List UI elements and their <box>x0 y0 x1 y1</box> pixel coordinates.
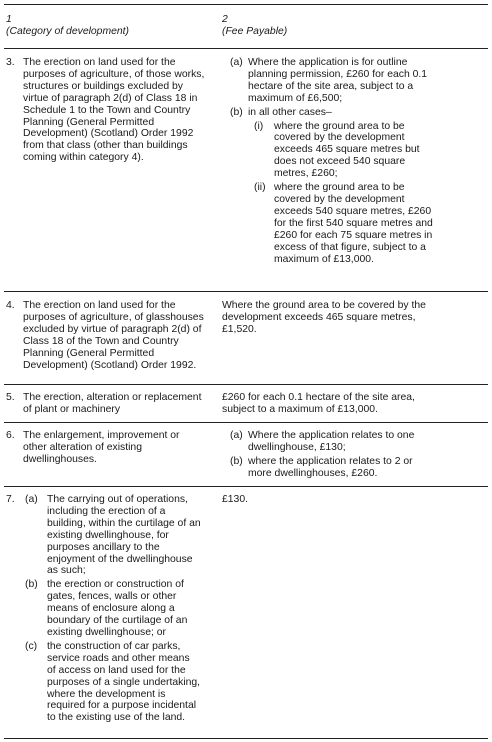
column-2-header <box>222 14 484 38</box>
fee-label: (a) <box>230 57 243 68</box>
category-number: 7. <box>6 494 15 505</box>
fee-text: Where the application is for outline planning permission, £260 for each 0.1 hectare of the site area, subject to a maximum of £6,500; <box>248 57 428 104</box>
category-subtext: The carrying out of operations, including the erection of a building, within the curtilage of an existing dwellinghouse, for purposes ancillary to the enjoyment of the dwellinghouse as such; <box>47 494 201 577</box>
fee-text: £260 for each 0.1 hectare of the site area, subject to a maximum of £13,000. <box>222 392 415 415</box>
category-5 <box>6 392 206 416</box>
category-text: The erection, alteration or replacement of plant or machinery <box>23 392 202 415</box>
fee-label: (a) <box>230 430 243 441</box>
fee-text: Where the ground area to be covered by the development exceeds 465 square metres, £1,520. <box>222 300 426 335</box>
category-subtext: the erection or construction of gates, fences, walls or other means of enclosure along a boundary of the curtilage of an existing dwellinghouse; or <box>47 579 188 638</box>
category-text: The enlargement, improvement or other alteration of existing dwellinghouses. <box>23 430 180 465</box>
row-rule <box>4 384 488 385</box>
fee-subtext: where the ground area to be covered by the development exceeds 540 square metres, £260 for the first 540 square metres and £260 for each 75 square metres in excess of that figure, subject to a maximum of £13,000. <box>274 182 433 265</box>
category-3 <box>6 57 206 164</box>
category-sublabel: (a) <box>25 494 38 505</box>
header-rule <box>4 48 488 49</box>
row-rule <box>4 422 488 423</box>
column-2-number: 2 <box>222 14 228 25</box>
category-7 <box>6 494 206 724</box>
fee-text: Where the application relates to one dwellinghouse, £130; <box>248 430 415 453</box>
fee-sublabel: (i) <box>254 120 264 132</box>
row-rule <box>4 291 488 292</box>
category-subtext: the construction of car parks, service roads and other means of access on land used for the purposes of a single undertaking, where the development is required for a purpose incidental to the existing use of the land. <box>47 640 201 724</box>
fee-6 <box>222 430 484 480</box>
category-number: 4. <box>6 300 15 311</box>
column-1-number: 1 <box>6 14 12 25</box>
fee-4 <box>222 300 484 336</box>
fee-5 <box>222 392 484 416</box>
column-2-title: (Fee Payable) <box>222 25 288 37</box>
category-text: The erection on land used for the purposes of agriculture, of those works, structures or buildings excluded by virtue of paragraph 2(d) of Class 18 in Schedule 1 to the Town and Country Planning (General Permitted Development) (Scotland) Order 1992 from that class (other than buildings coming within category 4). <box>23 57 205 164</box>
fee-label: (b) <box>230 455 243 467</box>
category-4 <box>6 300 206 371</box>
fee-text: where the application relates to 2 or more dwellinghouses, £260. <box>248 455 413 479</box>
fee-7 <box>222 494 484 506</box>
category-number: 5. <box>6 392 15 403</box>
category-text: The erection on land used for the purposes of agriculture, of glasshouses excluded by virtue of paragraph 2(d) of Class 18 of the Town and Country Planning (General Permitted Development) (Scotland) Order 1992. <box>23 300 204 371</box>
row-rule <box>4 486 488 487</box>
fee-3 <box>222 57 484 265</box>
category-number: 3. <box>6 57 15 68</box>
top-rule <box>4 4 488 5</box>
fee-label: (b) <box>230 106 243 118</box>
column-1-title: (Category of development) <box>6 25 130 37</box>
fee-text: in all other cases– <box>248 106 332 118</box>
category-6 <box>6 430 206 466</box>
fee-subtext: where the ground area to be covered by the development exceeds 465 square metres but does not exceed 540 square metres, £260; <box>274 120 420 180</box>
column-1-header <box>6 14 206 38</box>
fee-text: £130. <box>222 494 249 505</box>
bottom-rule <box>4 738 488 739</box>
category-number: 6. <box>6 430 15 441</box>
category-sublabel: (c) <box>25 640 38 652</box>
category-sublabel: (b) <box>25 579 38 591</box>
fee-sublabel: (ii) <box>254 182 266 194</box>
